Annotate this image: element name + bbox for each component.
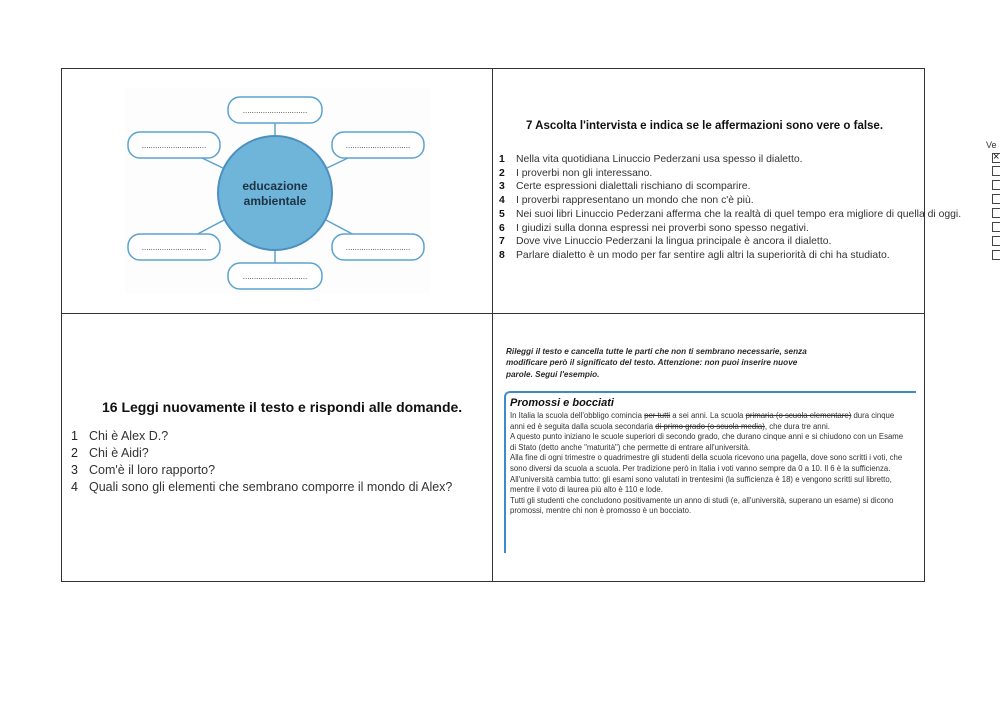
item-number: 5	[499, 208, 505, 220]
vertical-divider	[492, 69, 493, 581]
mindmap-placeholder-bottom-right[interactable]: .............................	[345, 243, 411, 252]
item-text: Parlare dialetto è un modo per far sentire agli altri la superiorità di chi ha studiato.	[516, 249, 890, 261]
exercise-16-title: 16 Leggi nuovamente il testo e rispondi alle domande.	[102, 399, 463, 415]
item-text: Chi è Alex D.?	[89, 429, 169, 443]
text-span: In Italia la scuola dell'obbligo comincia	[510, 411, 645, 420]
list-item	[499, 180, 999, 194]
worksheet-grid	[61, 68, 962, 582]
item-number: 2	[71, 446, 78, 460]
text-span: dura cinque anni ed è seguita dalla scuola secondaria	[510, 411, 895, 431]
item-number: 7	[499, 236, 505, 248]
answer-checkbox[interactable]	[992, 180, 1000, 190]
mindmap-placeholder-top-left[interactable]: .............................	[141, 141, 207, 150]
item-text: Chi è Aidi?	[89, 446, 149, 460]
paragraph-3: Alla fine di ogni trimestre o quadrimestre gli studenti della scuola ricevono una pagella, dove sono scritti i voti, che sono diversi da scuola a scuola. Per tradizione però in Italia i voti vanno sempre da 0 a 10. Il 6 è la sufficienza.	[510, 453, 903, 473]
item-text: Certe espressioni dialettali rischiano di scomparire.	[516, 181, 751, 193]
item-number: 2	[499, 167, 505, 179]
paragraph-1	[510, 411, 910, 432]
mindmap-placeholder-bottom[interactable]: .............................	[242, 272, 308, 281]
item-number: 6	[499, 222, 505, 234]
list-item	[499, 153, 999, 167]
struck-text: primaria (o scuola elementare)	[745, 411, 852, 420]
answer-checkbox[interactable]	[992, 166, 1000, 176]
horizontal-divider	[62, 313, 924, 314]
list-item	[499, 208, 999, 222]
mindmap-center-line1: educazione	[242, 179, 308, 193]
item-text: I proverbi rappresentano un mondo che non c'è più.	[516, 195, 754, 207]
answer-checkbox[interactable]	[992, 153, 1000, 163]
answer-checkbox[interactable]	[992, 250, 1000, 260]
item-number: 1	[71, 429, 78, 443]
paragraph-5: Tutti gli studenti che concludono positivamente un anno di studi (e, all'università, superano un esame) si dicono promossi, mentre chi non è promosso è un bocciato.	[510, 495, 894, 516]
list-item	[71, 428, 452, 445]
item-number: 4	[71, 480, 78, 494]
answer-checkbox[interactable]	[992, 208, 1000, 218]
text-exercise-instructions: Rileggi il testo e cancella tutte le parti che non ti sembrano necessarie, senza modificare però il significato del testo. Attenzione: non puoi inserire nuove parole. Segui l'esempio.	[506, 347, 807, 379]
item-text: Nei suoi libri Linuccio Pederzani afferma che la realtà di quel tempo era migliore di quella di oggi.	[516, 208, 962, 220]
exercise-16-list	[71, 428, 452, 496]
text-span: a sei anni. La scuola	[670, 411, 746, 420]
item-number: 8	[499, 249, 505, 261]
list-item	[71, 462, 452, 479]
answer-checkbox[interactable]	[992, 194, 1000, 204]
mind-map	[125, 88, 430, 293]
mindmap-placeholder-bottom-left[interactable]: .............................	[141, 243, 207, 252]
exercise-7-title: 7 Ascolta l'intervista e indica se le affermazioni sono vere o false.	[526, 120, 884, 132]
mindmap-placeholder-top[interactable]: .............................	[242, 106, 308, 115]
list-item	[499, 235, 999, 249]
paragraph-4: All'università cambia tutto: gli esami sono valutati in trentesimi (la sufficienza è 18) e vengono scritti sul libretto, mentre il voto di laurea più alto è 110 e lode.	[510, 474, 892, 495]
mindmap-placeholder-top-right[interactable]: .............................	[345, 141, 411, 150]
item-number: 3	[499, 181, 505, 193]
text-box-body	[510, 411, 910, 517]
text-box-title: Promossi e bocciati	[510, 397, 614, 409]
item-number: 1	[499, 154, 505, 165]
list-item	[71, 479, 452, 496]
item-text: I proverbi non gli interessano.	[516, 167, 653, 179]
list-item	[499, 194, 999, 208]
item-text: Nella vita quotidiana Linuccio Pederzani usa spesso il dialetto.	[516, 154, 803, 165]
answer-checkbox[interactable]	[992, 236, 1000, 246]
item-text: Quali sono gli elementi che sembrano comporre il mondo di Alex?	[89, 480, 453, 494]
item-number: 3	[71, 463, 78, 477]
struck-text: per tutti	[644, 411, 671, 420]
exercise-7-list	[499, 153, 999, 263]
list-item	[499, 167, 999, 181]
vf-column-header: Ve	[986, 140, 997, 150]
struck-text: di primo grado (o scuola media)	[655, 421, 765, 431]
item-text: Dove vive Linuccio Pederzani la lingua principale è ancora il dialetto.	[516, 236, 832, 248]
list-item	[71, 445, 452, 462]
list-item	[499, 222, 999, 236]
item-number: 4	[499, 195, 505, 207]
item-text: I giudizi sulla donna espressi nei proverbi sono spesso negativi.	[516, 222, 809, 234]
mindmap-center-line2: ambientale	[243, 194, 307, 208]
item-text: Com'è il loro rapporto?	[89, 463, 216, 477]
mindmap-center-circle	[218, 136, 332, 250]
answer-checkbox[interactable]	[992, 222, 1000, 232]
paragraph-2: A questo punto iniziano le scuole superiori di secondo grado, che durano cinque anni e si chiudono con un Esame di Stato (detto anche "maturità") che permette di entrare all'università.	[510, 432, 904, 452]
text-span: , che dura tre anni.	[764, 421, 830, 431]
list-item	[499, 249, 999, 263]
